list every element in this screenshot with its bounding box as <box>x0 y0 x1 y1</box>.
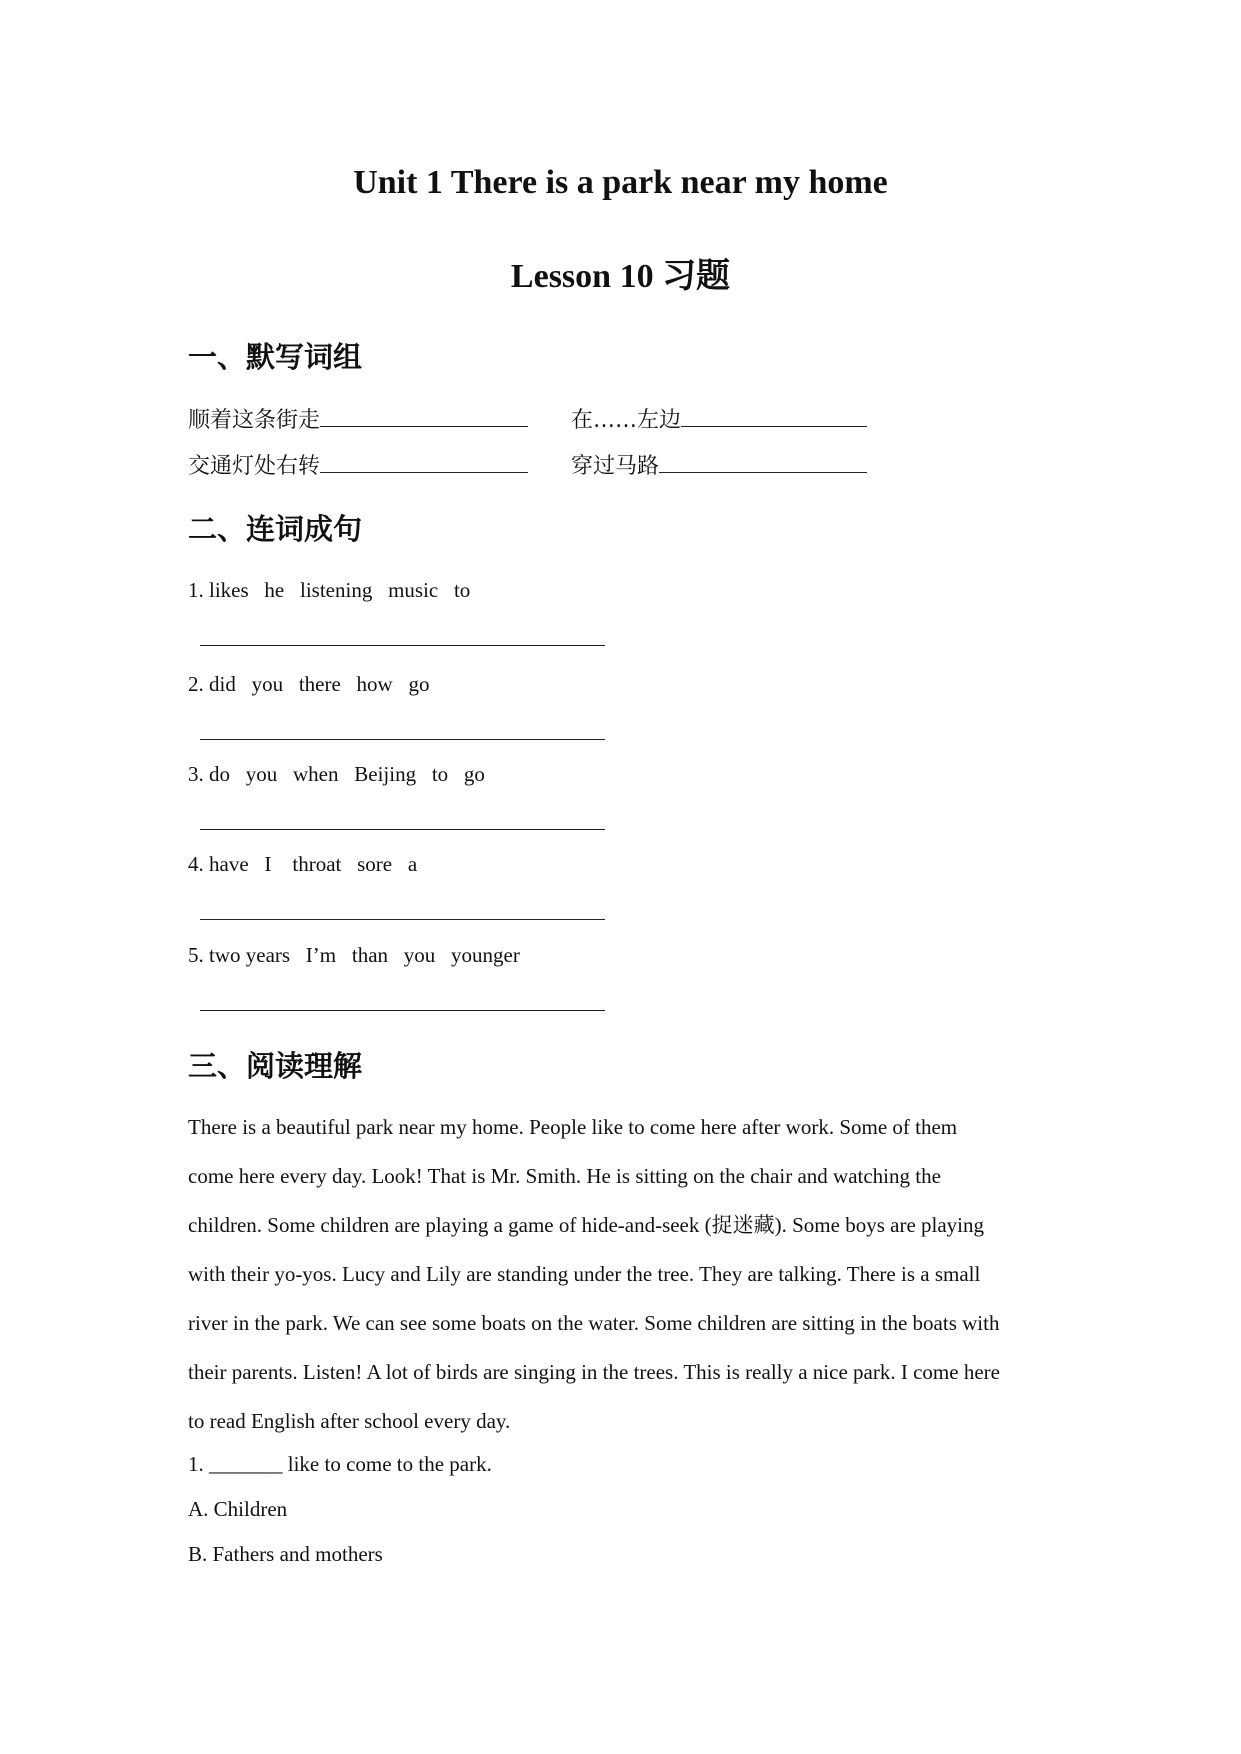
answer-option[interactable]: A. Children <box>188 1497 288 1521</box>
passage-line: with their yo-yos. Lucy and Lily are standing under the tree. They are talking. There is a small <box>188 1262 981 1286</box>
vocab-item <box>188 403 528 434</box>
vocab-item <box>571 449 867 480</box>
vocab-label: 在……左边 <box>571 408 682 433</box>
answer-line[interactable] <box>200 829 605 830</box>
vocab-blank[interactable] <box>659 452 867 473</box>
answer-line[interactable] <box>200 1010 605 1011</box>
vocab-blank[interactable] <box>681 406 867 427</box>
sentence-question: 5. two years I’m than you younger <box>188 943 520 967</box>
answer-option[interactable]: B. Fathers and mothers <box>188 1542 383 1566</box>
answer-line[interactable] <box>200 739 605 740</box>
vocab-item <box>188 449 528 480</box>
vocab-blank[interactable] <box>320 452 528 473</box>
passage-line: to read English after school every day. <box>188 1409 511 1433</box>
vocab-label: 交通灯处右转 <box>188 454 321 479</box>
passage-line: their parents. Listen! A lot of birds are singing in the trees. This is really a nice park. I come here <box>188 1360 1000 1384</box>
page-title: Unit 1 There is a park near my home <box>353 164 888 201</box>
vocab-blank[interactable] <box>320 406 528 427</box>
section-heading-dictation: 一、默写词组 <box>188 340 363 374</box>
sentence-question: 3. do you when Beijing to go <box>188 762 485 786</box>
answer-line[interactable] <box>200 645 605 646</box>
vocab-item <box>571 403 867 434</box>
sentence-question: 2. did you there how go <box>188 672 430 696</box>
sentence-question: 4. have I throat sore a <box>188 852 418 876</box>
vocab-label: 穿过马路 <box>571 454 660 479</box>
passage-line: children. Some children are playing a game of hide-and-seek (捉迷藏). Some boys are playing <box>188 1213 985 1237</box>
section-heading-reading: 三、阅读理解 <box>188 1049 363 1083</box>
passage-line: come here every day. Look! That is Mr. Smith. He is sitting on the chair and watching the <box>188 1164 941 1188</box>
vocab-label: 顺着这条街走 <box>188 408 321 433</box>
answer-line[interactable] <box>200 919 605 920</box>
passage-line: river in the park. We can see some boats on the water. Some children are sitting in the boats with <box>188 1311 1000 1335</box>
page-subtitle: Lesson 10 习题 <box>510 258 731 295</box>
section-heading-sentence-building: 二、连词成句 <box>188 512 363 546</box>
passage-line: There is a beautiful park near my home. People like to come here after work. Some of them <box>188 1115 958 1139</box>
reading-passage <box>188 1103 1048 1446</box>
reading-question: 1. _______ like to come to the park. <box>188 1452 492 1476</box>
sentence-question: 1. likes he listening music to <box>188 578 471 602</box>
